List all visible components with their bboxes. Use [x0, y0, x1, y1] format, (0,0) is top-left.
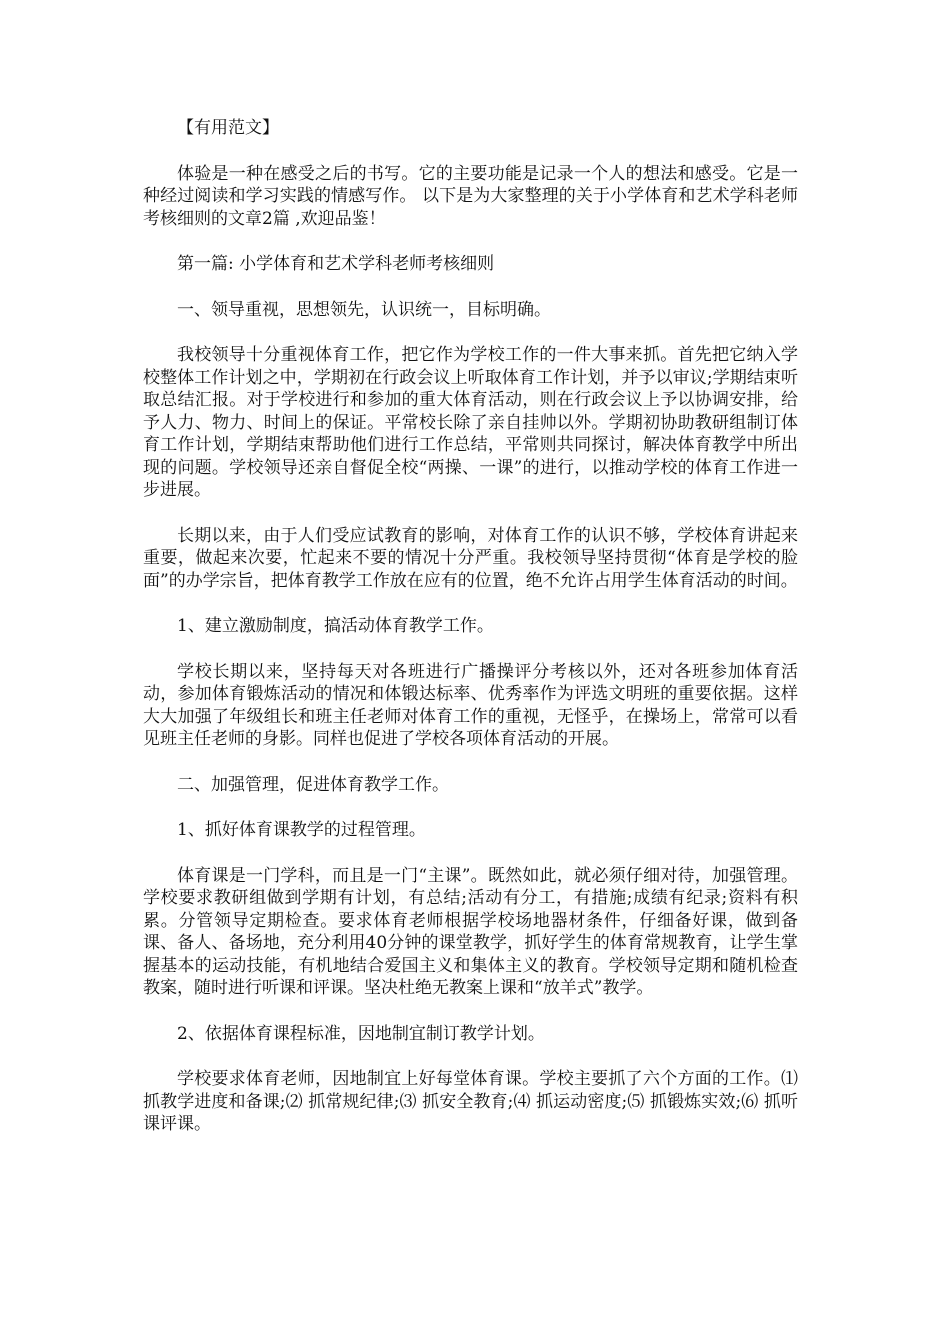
body-paragraph: 学校长期以来，坚持每天对各班进行广播操评分考核以外，还对各班参加体育活动，参加体育锻炼活动的情况和体锻达标率、优秀率作为评选文明班的重要依据。这样大大加强了年级组长和班主任老师对体育工作的重视，无怪乎，在操场上，常常可以看见班主任老师的身影。同样也促进了学校各项体育活动的开展。: [143, 661, 798, 749]
document-body: [143, 117, 798, 1159]
subsection-heading: 2、依据体育课程标准，因地制宜制订教学计划。: [177, 1023, 545, 1044]
body-paragraph: 学校要求体育老师，因地制宜上好每堂体育课。学校主要抓了六个方面的工作。⑴抓教学进度和备课;⑵ 抓常规纪律;⑶ 抓安全教育;⑷ 抓运动密度;⑸ 抓锻炼实效;⑹ 抓听课评课。: [143, 1069, 798, 1134]
body-paragraph: 长期以来，由于人们受应试教育的影响，对体育工作的认识不够，学校体育讲起来重要，做起来次要，忙起来不要的情况十分严重。我校领导坚持贯彻“体育是学校的脸面”的办学宗旨，把体育教学工作放在应有的位置，绝不允许占用学生体育活动的时间。: [143, 525, 798, 591]
body-paragraph: 我校领导十分重视体育工作，把它作为学校工作的一件大事来抓。首先把它纳入学校整体工作计划之中，学期初在行政会议上听取体育工作计划，并予以审议;学期结束听取总结汇报。对于学校进行和参加的重大体育活动，则在行政会议上予以协调安排，给予人力、物力、时间上的保证。平常校长除了亲自挂帅以外。学期初协助教研组制订体育工作计划，学期结束帮助他们进行工作总结，平常则共同探讨，解决体育教学中所出现的问题。学校领导还亲自督促全校“两操、一课”的进行，以推动学校的体育工作进一步进展。: [143, 345, 798, 500]
intro-paragraph: 体验是一种在感受之后的书写。它的主要功能是记录一个人的想法和感受。它是一种经过阅读和学习实践的情感写作。 以下是为大家整理的关于小学体育和艺术学科老师考核细则的文章2篇 ,欢迎品鉴！: [143, 163, 798, 229]
subsection-heading: 1、建立激励制度，搞活动体育教学工作。: [177, 616, 494, 636]
section-heading-2: 二、加强管理，促进体育教学工作。: [177, 774, 449, 795]
subsection-heading: 1、抓好体育课教学的过程管理。: [177, 820, 426, 840]
section-heading-1: 一、领导重视，思想领先，认识统一，目标明确。: [177, 299, 551, 320]
article-title: 第一篇: 小学体育和艺术学科老师考核细则: [177, 254, 495, 274]
useful-essay-tag: 【有用范文】: [177, 118, 279, 138]
body-paragraph: 体育课是一门学科，而且是一门“主课”。既然如此，就必须仔细对待，加强管理。学校要求教研组做到学期有计划，有总结;活动有分工，有措施;成绩有纪录;资料有积累。分管领导定期检查。要求体育老师根据学校场地器材条件，仔细备好课，做到备课、备人、备场地，充分利用40分钟的课堂教学，抓好学生的体育常规教育，让学生掌握基本的运动技能，有机地结合爱国主义和集体主义的教育。学校领导定期和随机检查教案，随时进行听课和评课。坚决杜绝无教案上课和“放羊式”教学。: [143, 865, 798, 998]
